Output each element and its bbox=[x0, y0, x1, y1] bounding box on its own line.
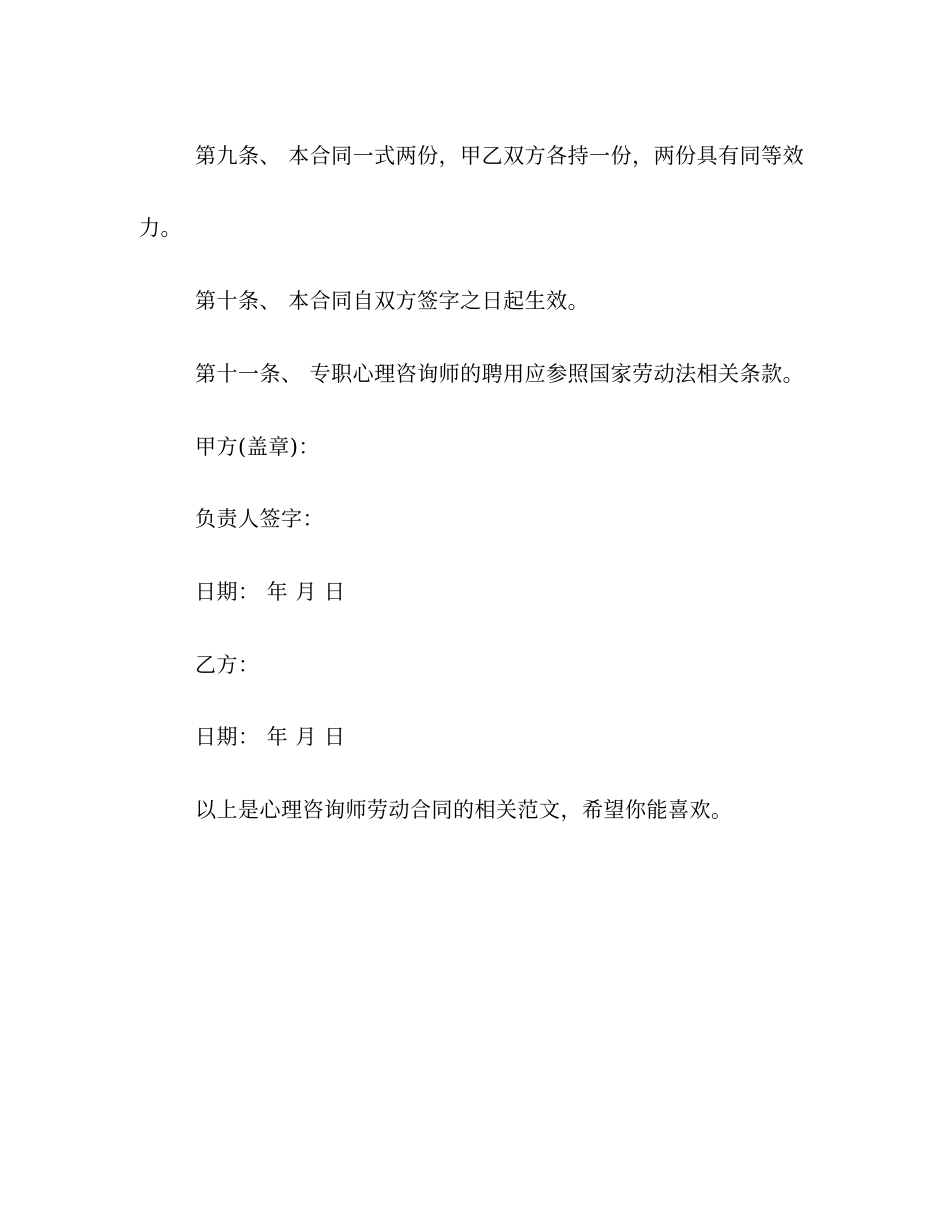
party-b-date-label: 日期： 年 月 日 bbox=[195, 725, 346, 749]
article-9-text: 第九条、 本合同一式两份，甲乙双方各持一份，两份具有同等效 bbox=[195, 144, 805, 168]
party-a-date-label: 日期： 年 月 日 bbox=[195, 580, 346, 604]
article-11-text: 第十一条、 专职心理咨询师的聘用应参照国家劳动法相关条款。 bbox=[195, 362, 805, 386]
closing-remark: 以上是心理咨询师劳动合同的相关范文，希望你能喜欢。 bbox=[195, 798, 733, 822]
article-10-text: 第十条、 本合同自双方签字之日起生效。 bbox=[195, 289, 590, 313]
article-9-continuation: 力。 bbox=[139, 216, 182, 240]
party-b-label: 乙方： bbox=[195, 653, 260, 677]
party-a-seal-label: 甲方(盖章)： bbox=[195, 435, 320, 459]
responsible-person-signature-label: 负责人签字： bbox=[195, 507, 324, 531]
